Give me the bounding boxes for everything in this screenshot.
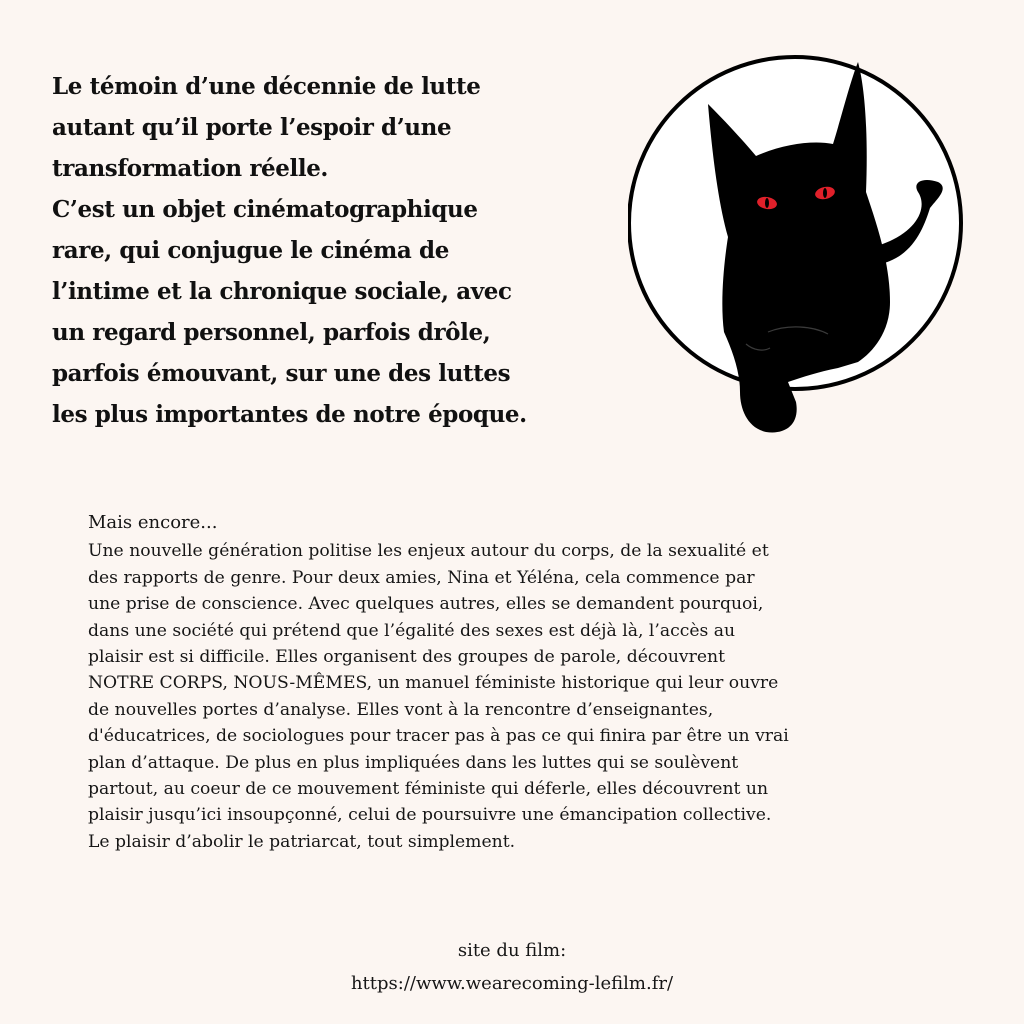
- quote-line: Le témoin d’une décennie de lutte: [52, 73, 481, 100]
- synopsis-line: plaisir est si difficile. Elles organisent des groupes de parole, découvrent: [88, 647, 726, 668]
- film-website-footer: [0, 934, 1024, 1000]
- quote-line: C’est un objet cinématographique: [52, 196, 478, 223]
- synopsis-line: Une nouvelle génération politise les enjeux autour du corps, de la sexualité et: [88, 541, 769, 562]
- quote-line: rare, qui conjugue le cinéma de: [52, 237, 449, 264]
- quote-line: transformation réelle.: [52, 155, 329, 182]
- quote-line: parfois émouvant, sur une des luttes: [52, 360, 511, 387]
- quote-block: [52, 66, 612, 435]
- synopsis-intro: Mais encore...: [88, 512, 218, 533]
- synopsis-line: plan d’attaque. De plus en plus impliquées dans les luttes qui se soulèvent: [88, 752, 739, 773]
- quote-line: les plus importantes de notre époque.: [52, 401, 527, 428]
- cat-pupil-left: [765, 198, 769, 208]
- quote-line: un regard personnel, parfois drôle,: [52, 319, 491, 346]
- website-url-link[interactable]: https://www.wearecoming-lefilm.fr/: [350, 973, 674, 994]
- quote-line: l’intime et la chronique sociale, avec: [52, 278, 512, 305]
- synopsis-line: Le plaisir d’abolir le patriarcat, tout simplement.: [88, 831, 516, 852]
- cat-pupil-right: [823, 188, 827, 198]
- synopsis-line: dans une société qui prétend que l’égalité des sexes est déjà là, l’accès au: [88, 620, 736, 641]
- synopsis-line: une prise de conscience. Avec quelques autres, elles se demandent pourquoi,: [88, 594, 764, 615]
- synopsis-line: d'éducatrices, de sociologues pour tracer pas à pas ce qui finira par être un vrai: [88, 726, 789, 747]
- black-cat-icon: [628, 32, 968, 442]
- website-label: site du film:: [457, 940, 567, 961]
- synopsis-line: de nouvelles portes d’analyse. Elles vont à la rencontre d’enseignantes,: [88, 699, 714, 720]
- synopsis-line: NOTRE CORPS, NOUS-MÊMES, un manuel féministe historique qui leur ouvre: [88, 673, 779, 694]
- synopsis-line: des rapports de genre. Pour deux amies, Nina et Yéléna, cela commence par: [88, 567, 755, 588]
- synopsis-block: [88, 510, 948, 855]
- synopsis-line: partout, au coeur de ce mouvement féministe qui déferle, elles découvrent un: [88, 779, 769, 800]
- quote-line: autant qu’il porte l’espoir d’une: [52, 114, 452, 141]
- black-cat-moon-illustration: [628, 32, 968, 442]
- synopsis-line: plaisir jusqu’ici insoupçonné, celui de poursuivre une émancipation collective.: [88, 805, 772, 826]
